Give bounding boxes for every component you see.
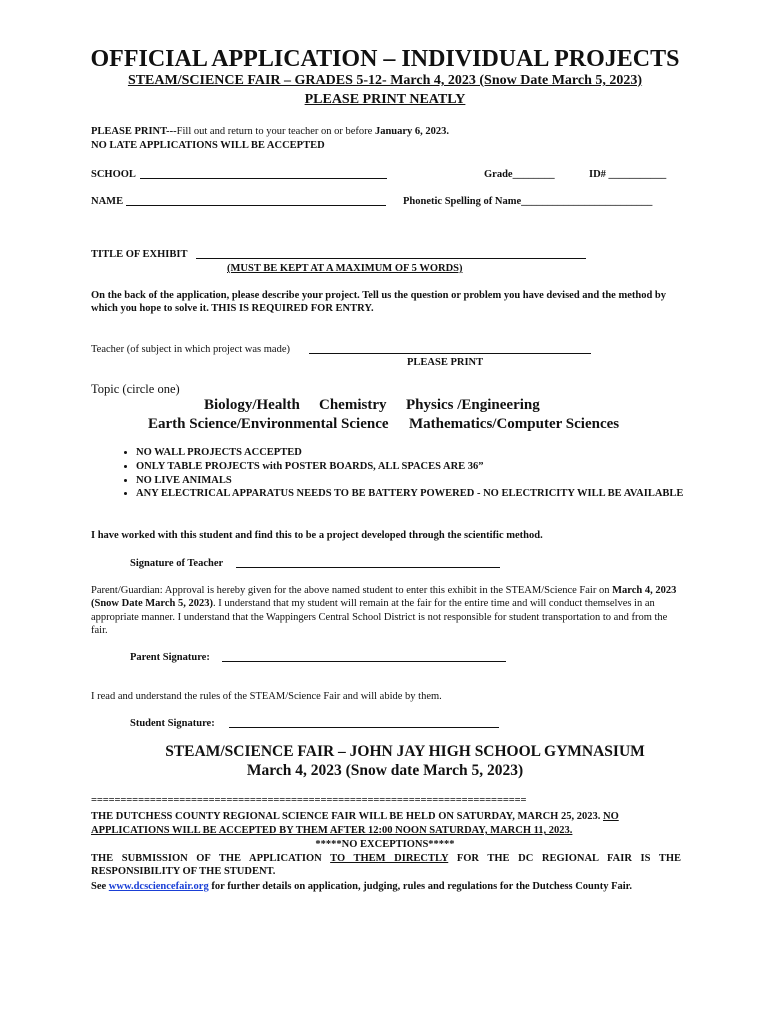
- regional-line-1: [91, 810, 619, 823]
- venue-line-1: STEAM/SCIENCE FAIR – JOHN JAY HIGH SCHOOL GYMNASIUM: [165, 743, 645, 760]
- name-field[interactable]: [126, 205, 386, 206]
- school-label: SCHOOL: [91, 169, 136, 180]
- parent-signature-field[interactable]: [222, 661, 506, 662]
- parent-approval-text: [91, 584, 681, 637]
- topic-biology[interactable]: Biology/Health: [204, 397, 300, 413]
- dc-science-fair-link[interactable]: www.dcsciencefair.org: [108, 881, 209, 892]
- submission-text-b: TO THEM DIRECTLY: [330, 853, 449, 864]
- title-limit-note: (MUST BE KEPT AT A MAXIMUM OF 5 WORDS): [227, 263, 463, 274]
- print-neatly-note: PLEASE PRINT NEATLY: [304, 92, 466, 107]
- id-field[interactable]: ID# ___________: [589, 169, 667, 180]
- venue-line-2: March 4, 2023 (Snow date March 5, 2023): [246, 762, 524, 779]
- teacher-field[interactable]: [309, 353, 591, 354]
- project-description-note: On the back of the application, please describe your project. Tell us the question or problem you have devised and the method by which you hope to solve it. THIS IS REQUIRED FOR ENTRY.: [91, 290, 667, 315]
- submission-text-a: THE SUBMISSION OF THE APPLICATION: [91, 853, 331, 864]
- title-exhibit-field[interactable]: [196, 258, 586, 259]
- separator-line: ==========================================================================: [91, 795, 527, 806]
- see-rest: for further details on application, judging, rules and regulations for the Dutchess County Fair.: [208, 881, 632, 892]
- student-statement: I read and understand the rules of the STEAM/Science Fair and will abide by them.: [91, 691, 442, 702]
- rule-item: • NO LIVE ANIMALS: [136, 474, 711, 488]
- topic-chemistry[interactable]: Chemistry: [319, 397, 387, 413]
- parent-signature-label: Parent Signature:: [130, 652, 210, 663]
- topic-earth-science[interactable]: Earth Science/Environmental Science: [148, 416, 389, 432]
- teacher-statement: I have worked with this student and find this to be a project developed through the scientific method.: [91, 530, 543, 541]
- due-date: January 6, 2023.: [374, 126, 450, 137]
- page-title: OFFICIAL APPLICATION – INDIVIDUAL PROJECTS: [90, 46, 680, 72]
- parent-approval-date: March 4, 2023 (Snow Date March 5, 2023): [91, 585, 677, 610]
- topic-math-cs[interactable]: Mathematics/Computer Sciences: [409, 416, 620, 432]
- regional-deadline: APPLICATIONS WILL BE ACCEPTED BY THEM AFTER 12:00 NOON SATURDAY, MARCH 11, 2023.: [91, 825, 573, 836]
- teacher-signature-field[interactable]: [236, 567, 500, 568]
- rule-item: • ANY ELECTRICAL APPARATUS NEEDS TO BE BATTERY POWERED - NO ELECTRICITY WILL BE AVAILABLE: [136, 487, 711, 501]
- no-exceptions: *****NO EXCEPTIONS*****: [315, 839, 455, 850]
- student-signature-label: Student Signature:: [130, 718, 215, 729]
- regional-date-text: THE DUTCHESS COUNTY REGIONAL SCIENCE FAIR WILL BE HELD ON SATURDAY, MARCH 25, 2023.: [91, 811, 603, 822]
- please-print-label: PLEASE PRINT---: [91, 126, 177, 137]
- grade-field[interactable]: Grade________: [484, 169, 555, 180]
- submission-text-c: FOR THE DC REGIONAL FAIR IS THE RESPONSIBILITY OF THE STUDENT.: [91, 853, 681, 878]
- parent-approval-intro: Parent/Guardian: Approval is hereby given for the above named student to enter this exhibit in the STEAM/Science Fair on: [91, 585, 613, 596]
- topic-label: Topic (circle one): [91, 382, 180, 396]
- rules-list: [108, 446, 711, 501]
- teacher-label: Teacher (of subject in which project was made): [91, 344, 290, 355]
- parent-approval-rest: . I understand that my student will remain at the fair for the entire time and will conduct themselves in an appropriate manner. I understand that the Wappingers Central School District is not responsible for student transportation to and from the fair.: [91, 598, 668, 636]
- intro-instruction: Fill out and return to your teacher on or before: [176, 126, 375, 137]
- teacher-print-note: PLEASE PRINT: [407, 357, 484, 368]
- page-subtitle: STEAM/SCIENCE FAIR – GRADES 5-12- March 4, 2023 (Snow Date March 5, 2023): [127, 73, 643, 88]
- rule-item: • NO WALL PROJECTS ACCEPTED: [136, 446, 711, 460]
- regional-no-text: NO: [602, 811, 619, 822]
- intro-line: [91, 125, 449, 138]
- title-exhibit-label: TITLE OF EXHIBIT: [91, 249, 188, 260]
- school-field[interactable]: [140, 178, 387, 179]
- name-label: NAME: [91, 196, 124, 207]
- no-late-note: NO LATE APPLICATIONS WILL BE ACCEPTED: [91, 140, 325, 151]
- topic-physics[interactable]: Physics /Engineering: [406, 397, 540, 413]
- teacher-signature-label: Signature of Teacher: [130, 558, 224, 569]
- see-label: See: [91, 881, 109, 892]
- submission-note: [91, 852, 681, 879]
- student-signature-field[interactable]: [229, 727, 499, 728]
- see-website-line: [91, 880, 632, 893]
- rule-item: • ONLY TABLE PROJECTS with POSTER BOARDS, ALL SPACES ARE 36”: [136, 460, 711, 474]
- phonetic-field[interactable]: Phonetic Spelling of Name_________________________: [403, 196, 653, 207]
